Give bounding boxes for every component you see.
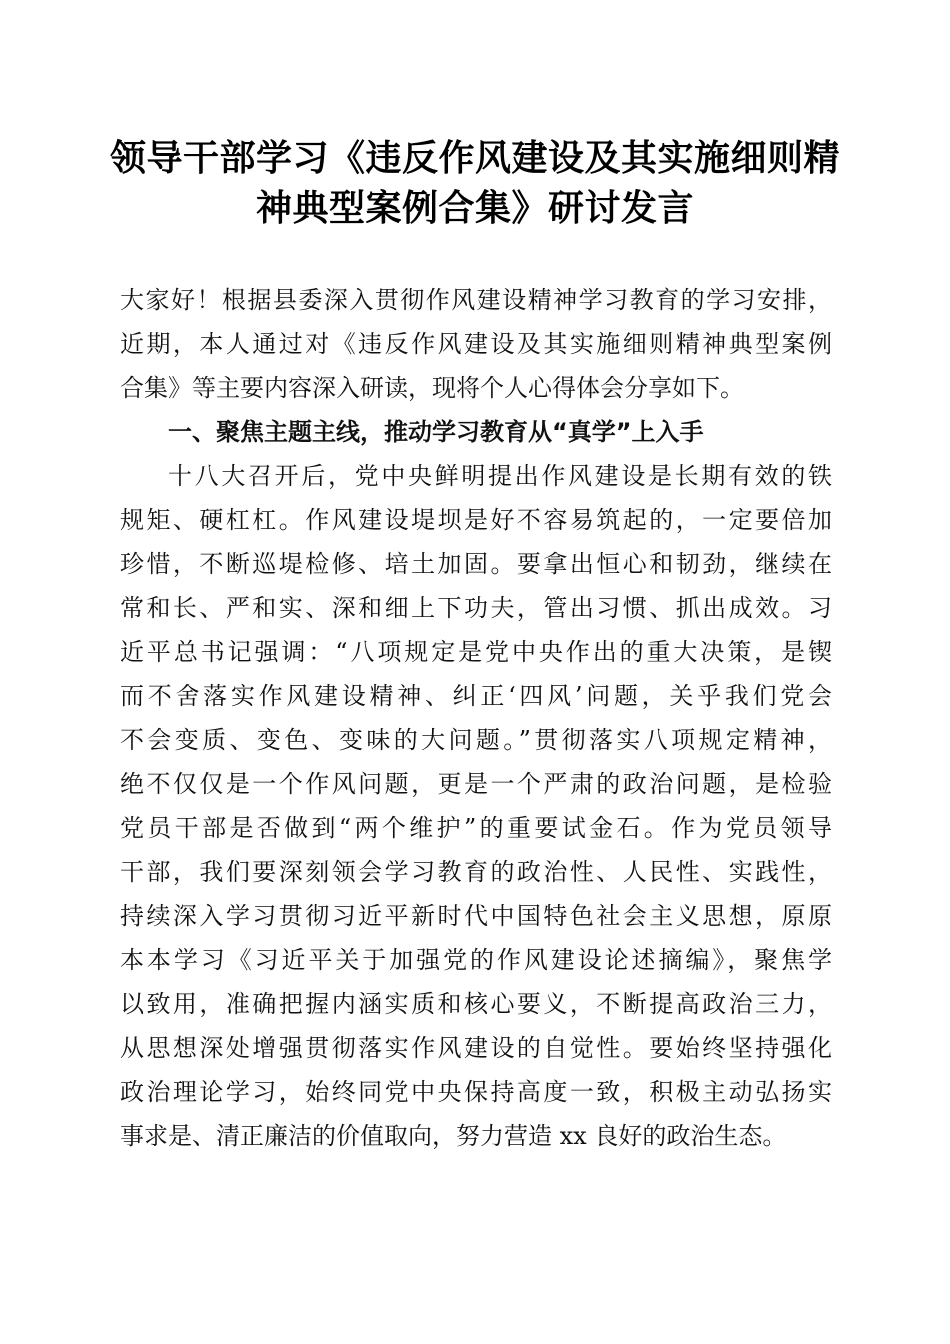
intro-line-3: 合集》等主要内容深入研读，现将个人心得体会分享如下。 bbox=[120, 374, 744, 402]
section-1-heading: 一、聚焦主题主线，推动学习教育从“真学”上入手 bbox=[168, 418, 704, 446]
body-line-12: 本本学习《习近平关于加强党的作风建设论述摘编》，聚焦学 bbox=[120, 946, 832, 974]
intro-line-1: 大家好！根据县委深入贯彻作风建设精神学习教育的学习安排， bbox=[120, 286, 832, 314]
body-line-3: 珍惜，不断巡堤检修、培土加固。要拿出恒心和韧劲，继续在 bbox=[120, 550, 832, 578]
body-line-6: 而不舍落实作风建设精神、纠正‘四风’问题，关乎我们党会 bbox=[120, 682, 832, 710]
body-line-7: 不会变质、变色、变味的大问题。”贯彻落实八项规定精神， bbox=[120, 726, 832, 754]
body-line-14: 从思想深处增强贯彻落实作风建设的自觉性。要始终坚持强化 bbox=[120, 1034, 832, 1062]
body-line-5: 近平总书记强调：“八项规定是党中央作出的重大决策，是锲 bbox=[120, 638, 832, 666]
document-title-line-1: 领导干部学习《违反作风建设及其实施细则精 bbox=[109, 137, 840, 179]
body-line-10: 干部，我们要深刻领会学习教育的政治性、人民性、实践性， bbox=[120, 858, 832, 886]
body-line-4: 常和长、严和实、深和细上下功夫，管出习惯、抓出成效。习 bbox=[120, 594, 832, 622]
document-title-line-2: 神典型案例合集》研讨发言 bbox=[255, 187, 694, 229]
body-line-13: 以致用，准确把握内涵实质和核心要义，不断提高政治三力， bbox=[120, 990, 832, 1018]
body-line-2: 规矩、硬杠杠。作风建设堤坝是好不容易筑起的，一定要倍加 bbox=[120, 506, 832, 534]
body-line-1: 十八大召开后，党中央鲜明提出作风建设是长期有效的铁 bbox=[168, 462, 832, 490]
body-line-9: 党员干部是否做到“两个维护”的重要试金石。作为党员领导 bbox=[120, 814, 832, 842]
body-line-16: 事求是、清正廉洁的价值取向，努力营造 xx 良好的政治生态。 bbox=[120, 1122, 787, 1150]
body-line-8: 绝不仅仅是一个作风问题，更是一个严肃的政治问题，是检验 bbox=[120, 770, 832, 798]
body-line-15: 政治理论学习，始终同党中央保持高度一致，积极主动弘扬实 bbox=[120, 1078, 832, 1106]
intro-line-2: 近期，本人通过对《违反作风建设及其实施细则精神典型案例 bbox=[120, 330, 832, 358]
body-line-11: 持续深入学习贯彻习近平新时代中国特色社会主义思想，原原 bbox=[120, 902, 832, 930]
